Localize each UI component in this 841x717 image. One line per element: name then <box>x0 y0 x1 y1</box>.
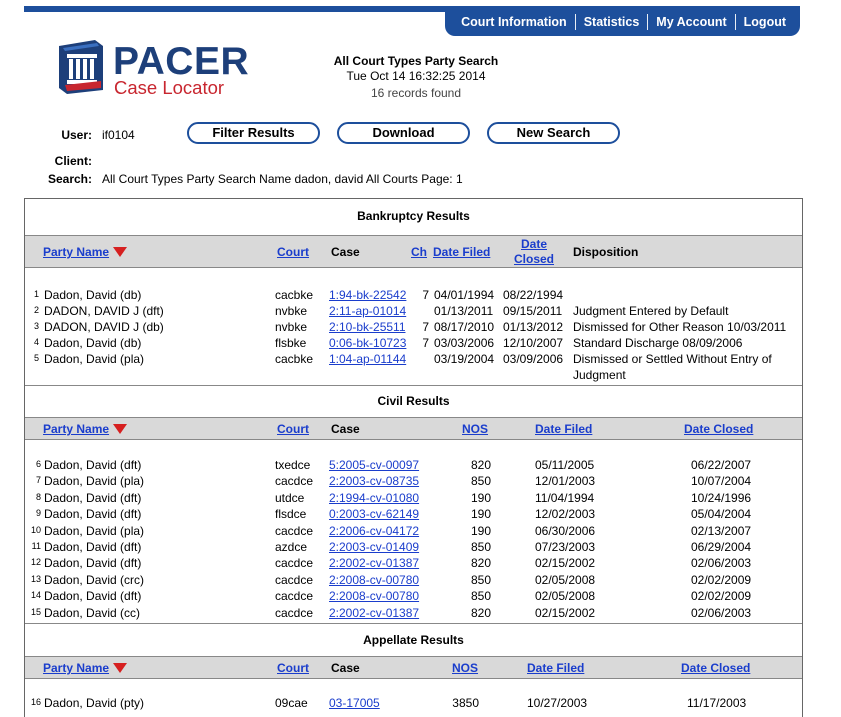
party-name: Dadon, David (dft) <box>44 589 142 604</box>
nos: 190 <box>470 490 491 505</box>
table-row <box>25 696 802 712</box>
date-closed: 05/04/2004 <box>691 507 752 522</box>
sort-desc-icon <box>113 247 127 257</box>
results-panel <box>24 198 803 717</box>
table-row <box>25 606 802 622</box>
case-header: Case <box>331 245 360 259</box>
case-link[interactable]: 2:1994-cv-01080 <box>329 490 420 505</box>
nos: 820 <box>470 556 491 571</box>
court-code: cacbke <box>275 288 314 302</box>
nav-logout[interactable]: Logout <box>743 15 786 29</box>
row-number: 15 <box>30 606 41 617</box>
pacer-logo[interactable] <box>55 38 250 100</box>
sort-desc-icon <box>113 663 127 673</box>
court-code: flsbke <box>275 336 307 350</box>
party-name: Dadon, David (pla) <box>44 523 145 538</box>
case-link[interactable]: 2:2003-cv-08735 <box>329 474 420 489</box>
court-code: azdce <box>275 540 308 554</box>
table-row <box>25 304 802 320</box>
case-link[interactable]: 2:2006-cv-04172 <box>329 523 420 538</box>
date-filed: 02/05/2008 <box>535 589 596 604</box>
party-name-sort[interactable]: Party Name <box>43 422 127 436</box>
party-name-sort[interactable]: Party Name <box>43 661 127 675</box>
party-name: Dadon, David (pla) <box>44 352 145 366</box>
disposition: Standard Discharge 08/09/2006 <box>573 336 743 350</box>
date-closed: 02/02/2009 <box>691 572 752 587</box>
date-filed: 12/02/2003 <box>535 507 596 522</box>
date-closed: 03/09/2006 <box>503 352 564 366</box>
date-closed: 12/10/2007 <box>503 336 564 350</box>
table-row <box>25 540 802 556</box>
search-date: Tue Oct 14 16:32:25 2014 <box>346 69 486 83</box>
row-number: 4 <box>33 337 39 347</box>
search-title: All Court Types Party Search <box>333 54 499 68</box>
nos: 850 <box>470 572 491 587</box>
date-filed: 04/01/1994 <box>434 288 495 302</box>
chapter: 7 <box>422 288 429 302</box>
chapter: 7 <box>422 320 429 334</box>
civil-header <box>25 417 802 440</box>
date-closed-sort[interactable]: Date Closed <box>681 661 751 675</box>
party-name: DADON, DAVID J (db) <box>44 320 164 334</box>
disposition: Dismissed or Settled Without Entry of <box>573 352 772 366</box>
chapter-sort[interactable]: Ch <box>411 245 427 259</box>
court-code: utdce <box>275 490 305 505</box>
logo-title: PACER <box>113 40 250 83</box>
new-search-button[interactable]: New Search <box>487 122 620 144</box>
court-code: cacdce <box>275 589 314 604</box>
nos: 850 <box>470 474 491 489</box>
nav-court-information[interactable]: Court Information <box>461 15 567 29</box>
date-filed: 03/03/2006 <box>434 336 495 350</box>
nav-my-account[interactable]: My Account <box>656 15 727 29</box>
row-number: 9 <box>35 508 41 519</box>
case-link[interactable]: 2:2008-cv-00780 <box>329 589 420 604</box>
date-filed: 12/01/2003 <box>535 474 596 489</box>
date-closed: 11/17/2003 <box>687 696 747 710</box>
table-row <box>25 556 802 572</box>
date-closed: 10/07/2004 <box>691 474 752 489</box>
court-code: cacbke <box>275 352 314 366</box>
table-row <box>25 336 802 352</box>
table-row <box>25 524 802 540</box>
case-link[interactable]: 5:2005-cv-00097 <box>329 458 420 472</box>
table-row <box>25 288 802 304</box>
case-link[interactable]: 2:10-bk-25511 <box>329 320 406 334</box>
nos-sort[interactable]: NOS <box>462 422 489 436</box>
case-link[interactable]: 0:06-bk-10723 <box>329 336 407 350</box>
row-number: 13 <box>30 573 41 584</box>
date-filed: 07/23/2003 <box>535 540 596 554</box>
row-number: 6 <box>35 459 41 469</box>
case-header: Case <box>331 422 360 436</box>
nos: 850 <box>470 589 491 604</box>
court-code: flsdce <box>275 507 307 522</box>
date-filed-sort[interactable]: Date Filed <box>527 661 585 675</box>
row-number: 3 <box>33 321 39 331</box>
court-sort[interactable]: Court <box>277 422 309 436</box>
nav-separator <box>647 14 648 30</box>
table-row <box>25 507 802 523</box>
disposition: Dismissed for Other Reason 10/03/2011 <box>573 320 787 334</box>
nav-statistics[interactable]: Statistics <box>583 15 640 29</box>
case-link[interactable]: 1:04-ap-01144 <box>329 352 407 366</box>
date-closed: 02/02/2009 <box>691 589 752 604</box>
divider <box>25 385 802 386</box>
party-name: Dadon, David (dft) <box>44 540 142 554</box>
date-filed: 11/04/1994 <box>535 490 595 505</box>
divider <box>25 623 802 624</box>
party-name: Dadon, David (dft) <box>44 556 142 571</box>
row-number: 1 <box>33 289 39 299</box>
row-number: 12 <box>30 557 41 568</box>
party-name: Dadon, David (db) <box>44 288 142 302</box>
bankruptcy-title: Bankruptcy Results <box>357 209 470 223</box>
court-code: txedce <box>275 458 311 472</box>
table-row <box>25 320 802 336</box>
case-link[interactable]: 0:2003-cv-62149 <box>329 507 420 522</box>
court-sort[interactable]: Court <box>277 661 309 675</box>
case-link[interactable]: 03-17005 <box>329 696 380 710</box>
nav-separator <box>575 14 576 30</box>
date-closed: 01/13/2012 <box>503 320 564 334</box>
row-number: 5 <box>33 353 39 363</box>
records-count: 16 records found <box>370 86 462 100</box>
court-sort[interactable]: Court <box>277 245 309 259</box>
date-closed: 09/15/2011 <box>503 304 563 318</box>
table-row <box>25 573 802 589</box>
party-name-sort[interactable]: Party Name <box>43 245 127 259</box>
row-number: 7 <box>35 475 41 486</box>
party-name: Dadon, David (pla) <box>44 474 145 489</box>
date-filed: 10/27/2003 <box>527 696 588 710</box>
court-code: cacdce <box>275 556 314 571</box>
nos: 190 <box>470 523 491 538</box>
disposition-cont: Judgment <box>573 368 626 382</box>
nav-separator <box>735 14 736 30</box>
court-code: cacdce <box>275 572 314 587</box>
date-closed: 10/24/1996 <box>691 490 752 505</box>
nos: 820 <box>470 458 491 472</box>
date-closed-sort[interactable]: Date Closed <box>684 422 754 436</box>
party-name: Dadon, David (dft) <box>44 458 142 472</box>
civil-title: Civil Results <box>377 394 450 408</box>
date-filed-sort[interactable]: Date Filed <box>433 245 491 259</box>
party-name: DADON, DAVID J (dft) <box>44 304 164 318</box>
case-link[interactable]: 2:11-ap-01014 <box>329 304 407 318</box>
date-filed: 03/19/2004 <box>434 352 495 366</box>
date-filed-sort[interactable]: Date Filed <box>535 422 593 436</box>
appellate-title: Appellate Results <box>363 633 464 647</box>
date-filed: 02/05/2008 <box>535 572 596 587</box>
court-code: nvbke <box>275 304 308 318</box>
table-row <box>25 352 802 382</box>
date-filed: 01/13/2011 <box>434 304 494 318</box>
date-filed: 05/11/2005 <box>535 458 595 472</box>
user-label: User: <box>61 128 92 142</box>
table-row <box>25 458 802 474</box>
date-filed: 02/15/2002 <box>535 556 596 571</box>
nos: 3850 <box>452 696 479 710</box>
chapter: 7 <box>422 336 429 350</box>
date-closed: 02/06/2003 <box>691 556 752 571</box>
date-filed: 08/17/2010 <box>434 320 495 334</box>
sort-desc-icon <box>113 424 127 434</box>
court-code: nvbke <box>275 320 308 334</box>
row-number: 16 <box>30 697 41 707</box>
appellate-header <box>25 656 802 679</box>
table-row <box>25 589 802 605</box>
row-number: 8 <box>35 491 41 502</box>
disposition-header: Disposition <box>573 245 639 259</box>
top-nav <box>445 8 800 36</box>
case-link[interactable]: 2:2008-cv-00780 <box>329 572 420 587</box>
table-row <box>25 491 802 507</box>
party-name: Dadon, David (dft) <box>44 507 142 522</box>
row-number: 14 <box>30 590 41 601</box>
party-name: Dadon, David (db) <box>44 336 142 350</box>
date-closed: 02/13/2007 <box>691 523 752 538</box>
download-button[interactable]: Download <box>337 122 470 144</box>
date-closed: 02/06/2003 <box>691 605 752 620</box>
row-number: 2 <box>33 305 39 315</box>
court-code: cacdce <box>275 605 314 620</box>
case-link[interactable]: 2:2002-cv-01387 <box>329 605 420 620</box>
court-code: cacdce <box>275 474 314 489</box>
case-link[interactable]: 1:94-bk-22542 <box>329 288 407 302</box>
bankruptcy-header <box>25 235 802 268</box>
date-closed: 06/29/2004 <box>691 540 752 554</box>
logo-subtitle: Case Locator <box>114 77 225 98</box>
row-number: 11 <box>31 541 41 551</box>
party-name: Dadon, David (pty) <box>44 696 145 710</box>
party-name: Dadon, David (dft) <box>44 490 142 505</box>
disposition: Judgment Entered by Default <box>573 304 729 318</box>
nos: 190 <box>470 507 491 522</box>
date-closed: 08/22/1994 <box>503 288 564 302</box>
user-value: if0104 <box>102 128 135 142</box>
date-closed-sort[interactable]: Date Closed <box>514 237 555 266</box>
table-row <box>25 474 802 490</box>
search-criteria: All Court Types Party Search Name dadon, david All Courts Page: 1 <box>102 172 463 186</box>
case-link[interactable]: 2:2002-cv-01387 <box>329 556 420 571</box>
search-label: Search: <box>47 172 92 186</box>
court-code: 09cae <box>275 696 308 710</box>
courthouse-icon <box>55 38 107 94</box>
court-code: cacdce <box>275 523 314 538</box>
date-filed: 06/30/2006 <box>535 523 596 538</box>
nos-sort[interactable]: NOS <box>452 661 479 675</box>
nos: 850 <box>470 540 491 554</box>
party-name: Dadon, David (crc) <box>44 572 145 587</box>
nos: 820 <box>470 605 491 620</box>
date-closed: 06/22/2007 <box>691 458 752 472</box>
case-link[interactable]: 2:2003-cv-01409 <box>329 540 420 554</box>
date-filed: 02/15/2002 <box>535 605 596 620</box>
row-number: 10 <box>30 524 41 535</box>
party-name: Dadon, David (cc) <box>44 605 141 620</box>
filter-results-button[interactable]: Filter Results <box>187 122 320 144</box>
client-label: Client: <box>54 154 92 168</box>
case-header: Case <box>331 661 360 675</box>
